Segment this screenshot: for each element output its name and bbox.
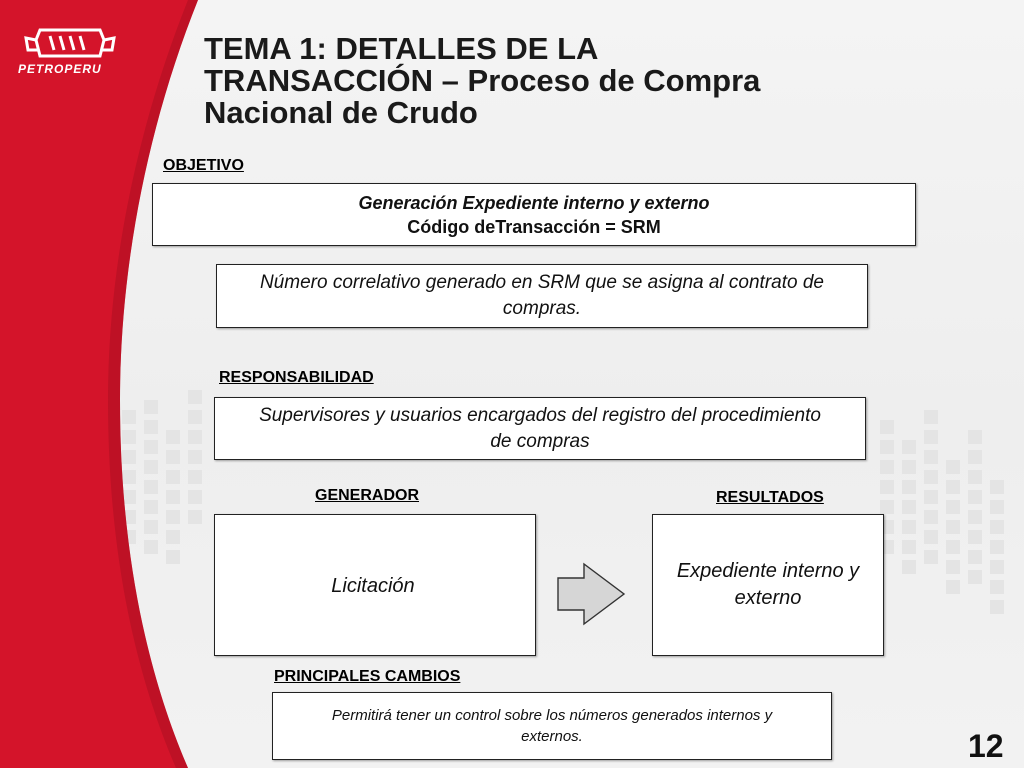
objetivo-detail-text: Número correlativo generado en SRM que se asigna al contrato de compras. [260, 272, 824, 319]
objetivo-line-2: Código deTransacción = SRM [407, 216, 661, 237]
objetivo-label: OBJETIVO [163, 157, 244, 174]
right-arrow-icon [556, 562, 628, 626]
resultados-box [652, 514, 884, 656]
logo-text: PETROPERU [18, 62, 102, 76]
principales-cambios-box [272, 692, 832, 760]
petroperu-logo-icon [14, 22, 126, 86]
principales-cambios-text: Permitirá tener un control sobre los números generados internos y externos. [331, 707, 773, 745]
resultados-text: Expediente interno y externo [676, 560, 860, 609]
generador-label: GENERADOR [315, 487, 420, 504]
resultados-label: RESULTADOS [716, 489, 824, 506]
responsabilidad-label: RESPONSABILIDAD [219, 369, 374, 386]
generador-box [214, 514, 536, 656]
generador-text: Licitación [331, 574, 415, 597]
title-line-1: TEMA 1: DETALLES DE LA [204, 31, 599, 66]
objetivo-detail-box [216, 264, 868, 328]
title-line-3: Nacional de Crudo [204, 95, 478, 130]
principales-cambios-label: PRINCIPALES CAMBIOS [274, 668, 461, 685]
page-number: 12 [968, 728, 1004, 764]
title-line-2: TRANSACCIÓN – Proceso de Compra [204, 63, 761, 98]
objetivo-line-1: Generación Expediente interno y externo [358, 192, 710, 213]
responsabilidad-text: Supervisores y usuarios encargados del registro del procedimiento de compras [259, 404, 821, 452]
objetivo-box [152, 183, 916, 246]
page-title [204, 33, 904, 129]
responsabilidad-box [214, 397, 866, 460]
